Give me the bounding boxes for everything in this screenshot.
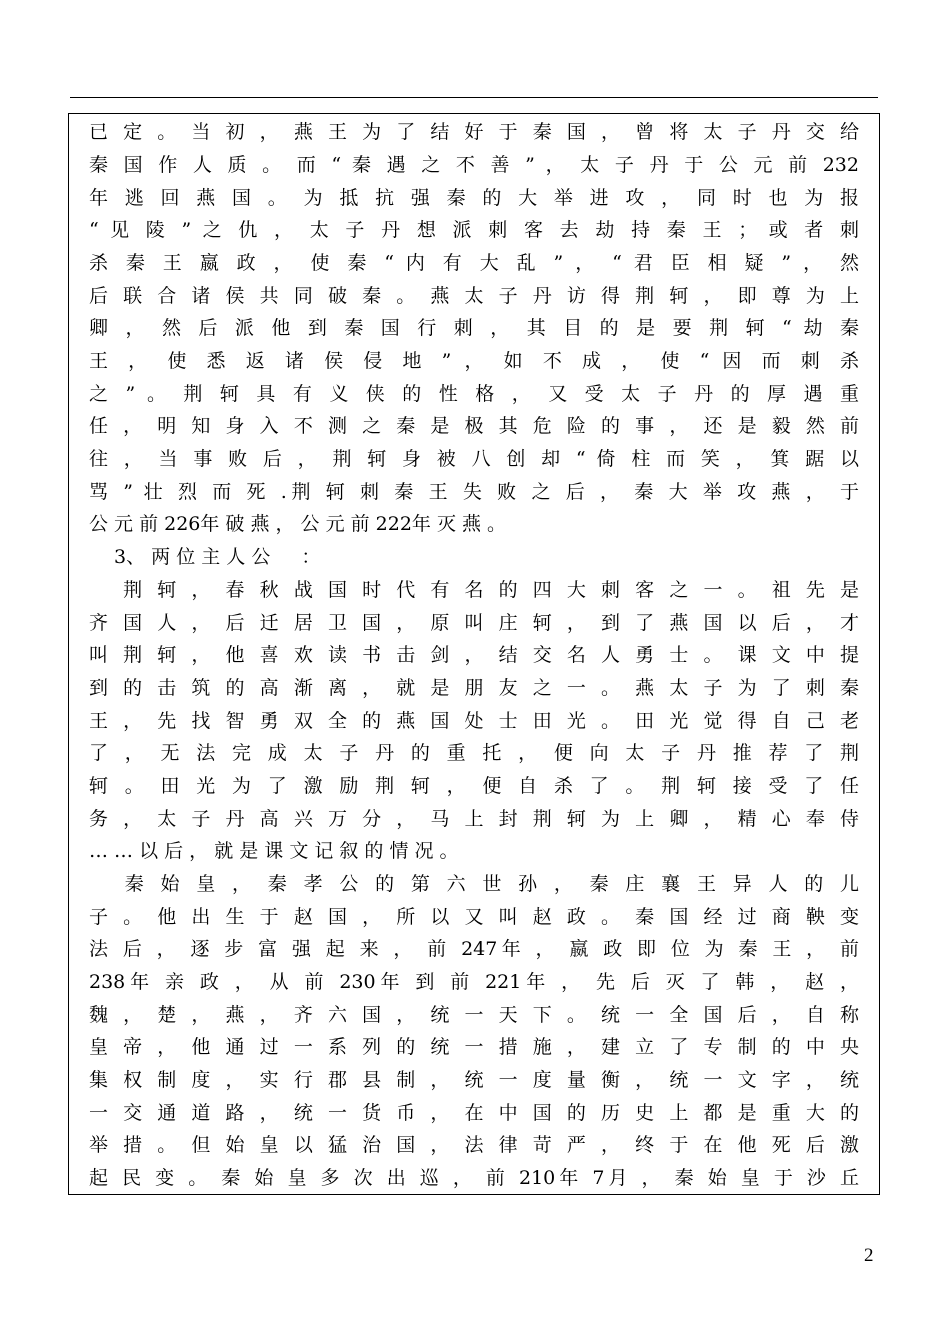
text-line-12: 骂 ” 壮 烈 而 死 .荆 轲 刺 秦 王 失 败 之 后 ， 秦 大 举 攻 燕 ， 于 — [89, 481, 859, 503]
header-rule — [70, 97, 878, 98]
text-line-18: 到 的 击 筑 的 高 渐 离 ， 就 是 朋 友 之 一 。 燕 太 子 为 了 刺 秦 — [89, 677, 859, 699]
text-line-30: 集 权 制 度 ， 实 行 郡 县 制 ， 统 一 度 量 衡 ， 统 一 文 字 ， 统 — [89, 1069, 859, 1091]
text-line-31: 一 交 通 道 路 ， 统 一 货 币 ， 在 中 国 的 历 史 上 都 是 重 大 的 — [89, 1102, 859, 1124]
text-line-22: 务 ， 太 子 丹 高 兴 万 分 ， 马 上 封 荆 轲 为 上 卿 ， 精 心 奉 侍 — [89, 808, 859, 830]
text-line-19: 王 ， 先 找 智 勇 双 全 的 燕 国 处 士 田 光 。 田 光 觉 得 自 己 老 — [89, 710, 859, 732]
text-line-33: 起 民 变 。 秦 始 皇 多 次 出 巡 ， 前 210年 7月 ， 秦 始 皇 于 沙 丘 — [89, 1167, 859, 1189]
text-line-17: 叫 荆 轲 ， 他 喜 欢 读 书 击 剑 ， 结 交 名 人 勇 士 。 课 文 中 提 — [89, 644, 859, 666]
text-line-27: 238年 亲 政 ， 从 前 230年 到 前 221年 ， 先 后 灭 了 韩 ， 赵 ， — [89, 971, 859, 993]
text-line-8: 王 ， 使 悉 返 诸 侯 侵 地 ” ， 如 不 成 ， 使 “ 因 而 刺 杀 — [89, 350, 859, 372]
text-line-15: 荆 轲 ， 春 秋 战 国 时 代 有 名 的 四 大 刺 客 之 一 。 祖 先 是 — [89, 579, 859, 601]
page-number: 2 — [864, 1245, 874, 1266]
text-line-6: 后 联 合 诸 侯 共 同 破 秦 。 燕 太 子 丹 访 得 荆 轲 ， 即 尊 为 上 — [89, 285, 859, 307]
text-line-25: 子 。 他 出 生 于 赵 国 ， 所 以 又 叫 赵 政 。 秦 国 经 过 商 鞅 变 — [89, 906, 859, 928]
text-line-28: 魏 ， 楚 ， 燕 ， 齐 六 国 ， 统 一 天 下 。 统 一 全 国 后 ， 自 称 — [89, 1004, 859, 1026]
section-heading: 3、 两 位 主 人 公 ： — [89, 546, 321, 568]
text-line-24: 秦 始 皇 ， 秦 孝 公 的 第 六 世 孙 ， 秦 庄 襄 王 异 人 的 儿 — [89, 873, 859, 895]
text-line-16: 齐 国 人 ， 后 迁 居 卫 国 ， 原 叫 庄 轲 ， 到 了 燕 国 以 后 ， 才 — [89, 612, 859, 634]
text-line-1: 已 定 。 当 初 ， 燕 王 为 了 结 好 于 秦 国 ， 曾 将 太 子 丹 交 给 — [89, 121, 859, 143]
text-line-13: 公 元 前 226年 破 燕 ， 公 元 前 222年 灭 燕 。 — [89, 513, 507, 535]
text-line-23: … … 以 后 ， 就 是 课 文 记 叙 的 情 况 。 — [89, 840, 459, 862]
text-line-21: 轲 。 田 光 为 了 激 励 荆 轲 ， 便 自 杀 了 。 荆 轲 接 受 了 任 — [89, 775, 859, 797]
text-line-26: 法 后 ， 逐 步 富 强 起 来 ， 前 247年 ， 嬴 政 即 位 为 秦 王 ， 前 — [89, 938, 859, 960]
text-line-3: 年 逃 回 燕 国 。 为 抵 抗 强 秦 的 大 举 进 攻 ， 同 时 也 为 报 — [89, 187, 859, 209]
text-line-4: “ 见 陵 ” 之 仇 ， 太 子 丹 想 派 刺 客 去 劫 持 秦 王 ； 或 者 刺 — [89, 219, 859, 241]
text-line-20: 了 ， 无 法 完 成 太 子 丹 的 重 托 ， 便 向 太 子 丹 推 荐 了 荆 — [89, 742, 859, 764]
text-line-11: 往 ， 当 事 败 后 ， 荆 轲 身 被 八 创 却 “ 倚 柱 而 笑 ， 箕 踞 以 — [89, 448, 859, 470]
text-line-7: 卿 ， 然 后 派 他 到 秦 国 行 刺 ， 其 目 的 是 要 荆 轲 “ 劫 秦 — [89, 317, 859, 339]
text-line-9: 之 ” 。 荆 轲 具 有 义 侠 的 性 格 ， 又 受 太 子 丹 的 厚 遇 重 — [89, 383, 859, 405]
text-line-29: 皇 帝 ， 他 通 过 一 系 列 的 统 一 措 施 ， 建 立 了 专 制 的 中 央 — [89, 1036, 859, 1058]
text-line-32: 举 措 。 但 始 皇 以 猛 治 国 ， 法 律 苛 严 ， 终 于 在 他 死 后 激 — [89, 1134, 859, 1156]
text-line-2: 秦 国 作 人 质 。 而 “ 秦 遇 之 不 善 ” ， 太 子 丹 于 公 元 前 232 — [89, 154, 859, 176]
text-line-5: 杀 秦 王 嬴 政 ， 使 秦 “ 内 有 大 乱 ” ， “ 君 臣 相 疑 ” ， 然 — [89, 252, 859, 274]
text-line-10: 任 ， 明 知 身 入 不 测 之 秦 是 极 其 危 险 的 事 ， 还 是 毅 然 前 — [89, 415, 859, 437]
